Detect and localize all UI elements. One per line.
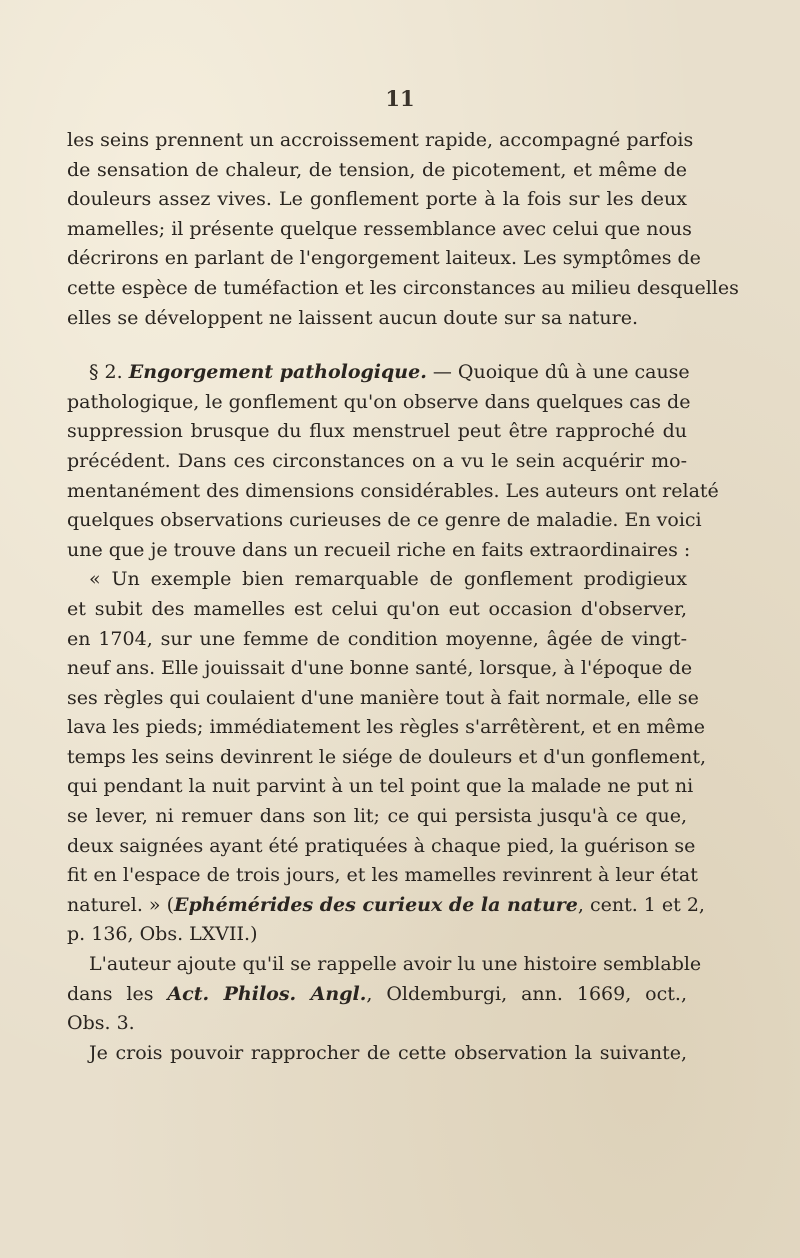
text-line: « Un exemple bien remarquable de gonflement prodigieux [89, 568, 687, 591]
text-line: et subit des mamelles est celui qu'on eut occasion d'observer, [67, 597, 687, 620]
text-line: décrirons en parlant de l'engorgement laiteux. Les symptômes de [67, 247, 701, 270]
reference-before: dans les [67, 982, 154, 1005]
citation-title: Ephémérides des curieux de la nature [174, 893, 578, 916]
text-line: pathologique, le gonflement qu'on observe dans quelques cas de [67, 390, 691, 413]
text-line: quelques observations curieuses de ce genre de maladie. En voici [67, 509, 702, 532]
section-number: § 2. [89, 361, 123, 384]
text-line: suppression brusque du flux menstruel peut être rapproché du [67, 420, 687, 443]
text-line: L'auteur ajoute qu'il se rappelle avoir lu une histoire semblable [89, 953, 702, 976]
reference-title: Act. Philos. Angl. [167, 982, 367, 1005]
text-line: de sensation de chaleur, de tension, de picotement, et même de [67, 158, 687, 181]
text-line: lava les pieds; immédiatement les règles s'arrêtèrent, et en même [67, 716, 705, 739]
page-text [67, 126, 739, 1068]
text-line: une que je trouve dans un recueil riche en faits extraordinaires : [67, 538, 691, 561]
text-line: deux saignées ayant été pratiquées à chaque pied, la guérison se [67, 834, 696, 857]
text-line: Je crois pouvoir rapprocher de cette observation la suivante, [89, 1041, 687, 1064]
text-line: temps les seins devinrent le siége de douleurs et d'un gonflement, [67, 745, 707, 768]
section-lead-text: — Quoique dû à une cause [432, 361, 690, 384]
citation-reference: p. 136, Obs. LXVII.) [67, 923, 258, 946]
text-line: les seins prennent un accroissement rapide, accompagné parfois [67, 129, 694, 151]
text-line: en 1704, sur une femme de condition moyenne, âgée de vingt- [67, 627, 687, 650]
text-line: fit en l'espace de trois jours, et les mamelles revinrent à leur état [67, 864, 698, 887]
citation-before: naturel. » ( [67, 893, 174, 916]
page-number: 11 [385, 86, 415, 111]
section-heading: Engorgement pathologique. [128, 361, 427, 384]
text-line: cette espèce de tuméfaction et les circonstances au milieu desquelles [67, 276, 739, 299]
section-heading-line [67, 358, 690, 388]
text-line: Obs. 3. [67, 1012, 135, 1035]
reference-line [67, 980, 687, 1010]
text-line: précédent. Dans ces circonstances on a vu le sein acquérir mo- [67, 449, 687, 472]
text-line: neuf ans. Elle jouissait d'une bonne santé, lorsque, à l'époque de [67, 657, 693, 680]
text-line: ses règles qui coulaient d'une manière tout à fait normale, elle se [67, 686, 699, 709]
text-line: qui pendant la nuit parvint à un tel point que la malade ne put ni [67, 775, 694, 798]
text-line: elles se développent ne laissent aucun doute sur sa nature. [67, 306, 639, 329]
citation-line [67, 891, 705, 921]
text-line: mentanément des dimensions considérables. Les auteurs ont relaté [67, 479, 719, 502]
text-line: se lever, ni remuer dans son lit; ce qui persista jusqu'à ce que, [67, 805, 687, 828]
reference-after: , Oldemburgi, ann. 1669, oct., [366, 982, 687, 1005]
text-line: mamelles; il présente quelque ressemblance avec celui que nous [67, 217, 692, 240]
text-line: douleurs assez vives. Le gonflement porte à la fois sur les deux [67, 188, 687, 211]
citation-after: , cent. 1 et 2, [577, 893, 705, 916]
